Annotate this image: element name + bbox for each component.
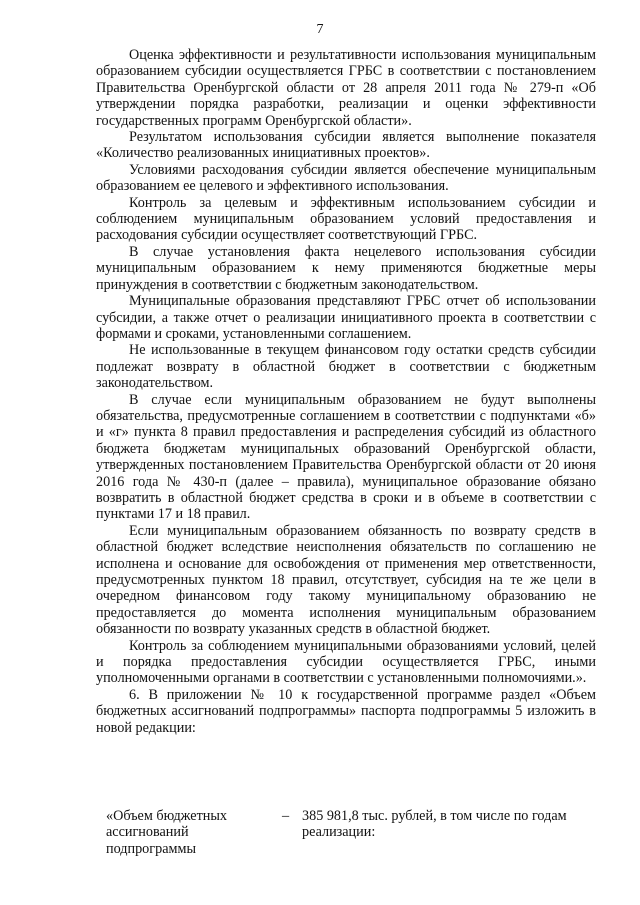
paragraph: Контроль за соблюдением муниципальными образованиями условий, целей и порядка предоставления субсидии осуществляется ГРБС, иными уполномоченными органами в соответствии с установленными полномочиями.».: [96, 637, 596, 687]
paragraph: Если муниципальным образованием обязанность по возврату средств в областной бюджет вследствие неисполнения обязательств по соглашению не исполнена и основание для освобождения от применения мер ответственности, предусмотренных пунктом 18 правил, отсутствует, субсидия на те же цели в очередном финансовом году такому муниципальному образованию не предоставляется до момента исполнения муниципальным образованием обязанности по возврату указанных средств в областной бюджет.: [96, 522, 596, 638]
dash-separator: –: [282, 808, 290, 824]
paragraph: Условиями расходования субсидии является обеспечение муниципальным образованием ее целевого и эффективного использования.: [96, 161, 596, 195]
document-body: [96, 47, 596, 736]
budget-table-row: [96, 808, 596, 857]
paragraph: Контроль за целевым и эффективным использованием субсидии и соблюдением муниципальным образованием условий предоставления и расходования субсидии осуществляет соответствующий ГРБС.: [96, 194, 596, 244]
paragraph: В случае если муниципальным образованием не будут выполнены обязательства, предусмотренные соглашением в соответствии с подпунктами «б» и «г» пункта 8 правил предоставления и распределения субсидий из областного бюджета бюджетам муниципальных образований Оренбургской области, утвержденных постановлением Правительства Оренбургской области от 20 июня 2016 года № 430-п (далее – правила), муниципальное образование обязано возвратить в областной бюджет средства в сроки и в объеме в соответствии с пунктами 17 и 18 правил.: [96, 391, 596, 523]
paragraph: Результатом использования субсидии является выполнение показателя «Количество реализованных инициативных проектов».: [96, 129, 596, 162]
paragraph: В случае установления факта нецелевого использования субсидии муниципальным образованием к нему применяются бюджетные меры принуждения в соответствии с бюджетным законодательством.: [96, 243, 596, 293]
paragraph: Не использованные в текущем финансовом году остатки средств субсидии подлежат возврату в областной бюджет в соответствии с бюджетным законодательством.: [96, 342, 596, 392]
budget-label: «Объем бюджетных ассигнований подпрограммы: [106, 808, 228, 857]
paragraph: 6. В приложении № 10 к государственной программе раздел «Объем бюджетных ассигнований подпрограммы» паспорта подпрограммы 5 изложить в новой редакции:: [96, 686, 596, 736]
budget-value: 385 981,8 тыс. рублей, в том числе по годам реализации:: [302, 808, 567, 841]
page-number: 7: [316, 22, 324, 37]
paragraph: Оценка эффективности и результативности использования муниципальным образованием субсидии осуществляется ГРБС в соответствии с постановлением Правительства Оренбургской области от 28 апреля 2011 года № 279-п «Об утверждении порядка разработки, реализации и оценки эффективности государственных программ Оренбургской области».: [96, 47, 596, 129]
paragraph: Муниципальные образования представляют ГРБС отчет об использовании субсидии, а также отчет о реализации инициативного проекта в соответствии с формами и сроками, установленными соглашением.: [96, 293, 596, 342]
